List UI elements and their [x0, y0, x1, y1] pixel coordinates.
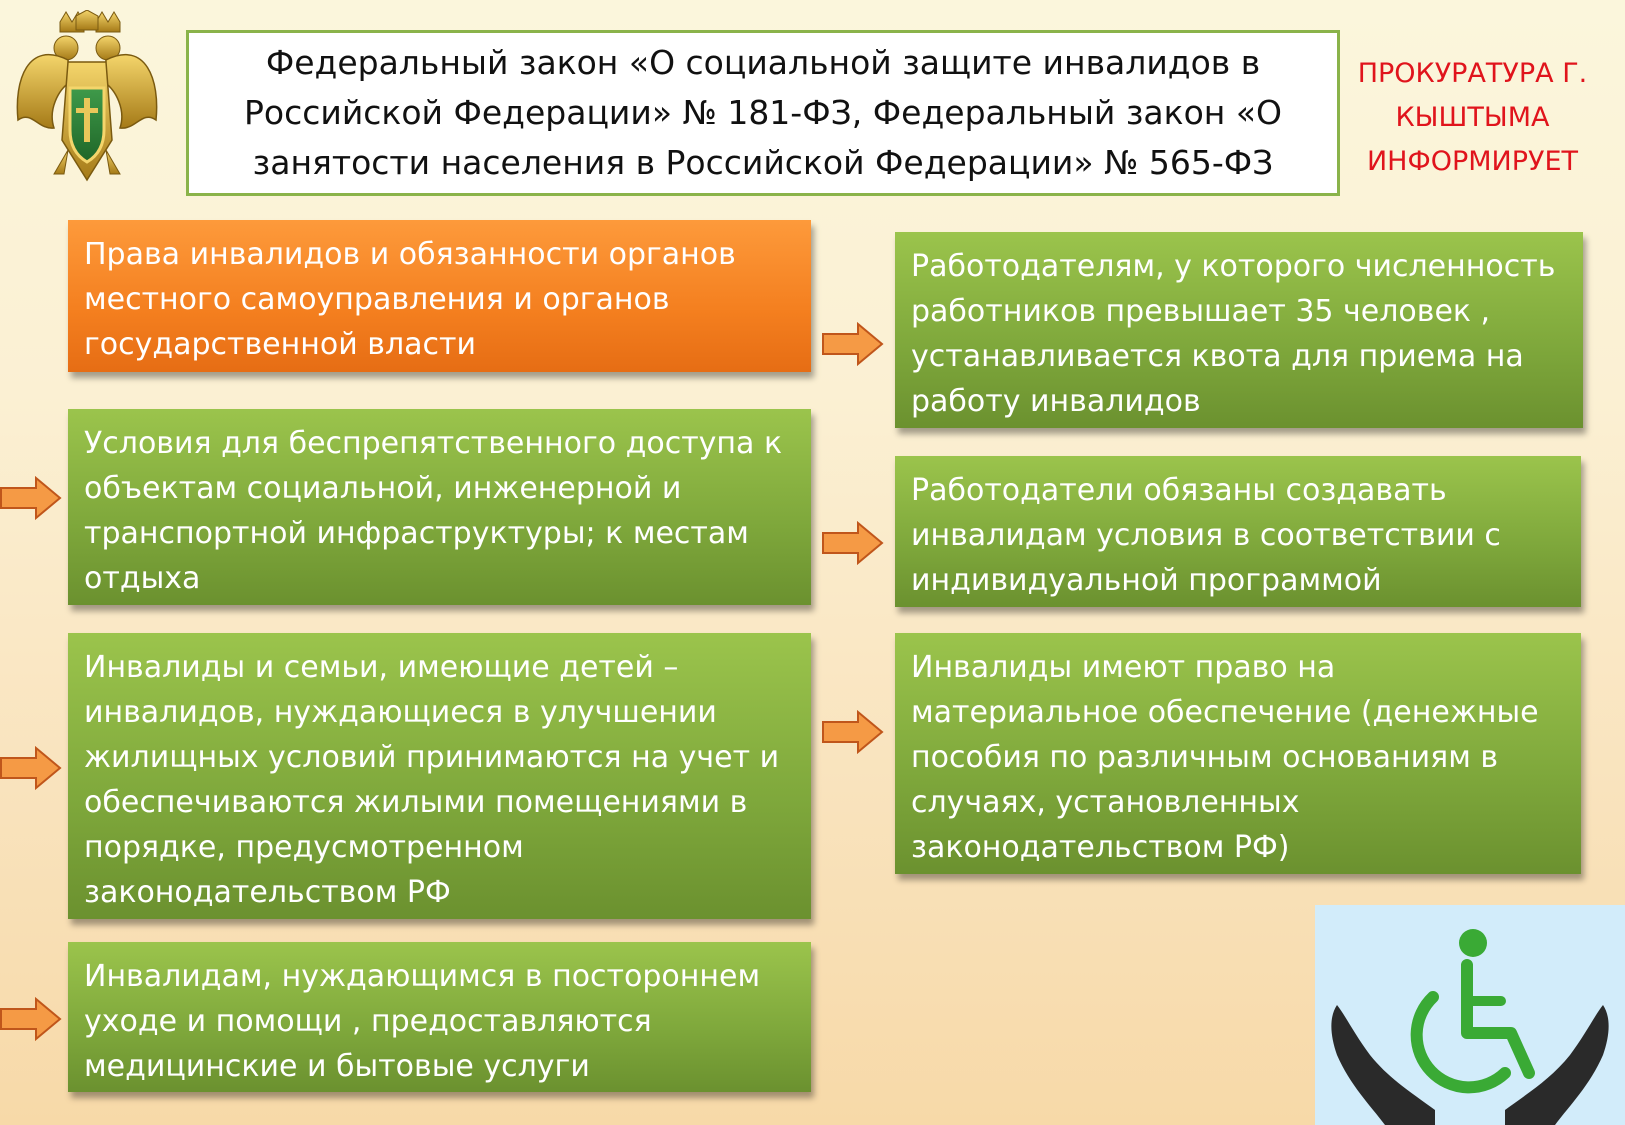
- card-text: Права инвалидов и обязанности органов местного самоуправления и органов государственной власти: [84, 237, 736, 362]
- prosecutor-line-1: ПРОКУРАТУРА Г.: [1357, 58, 1588, 89]
- card-medical-services: [68, 942, 811, 1092]
- card-housing: [68, 633, 811, 919]
- card-employer-obligations: [895, 456, 1581, 607]
- card-text: Работодатели обязаны создавать инвалидам условия в соответствии с индивидуальной программой: [911, 473, 1501, 598]
- prosecutor-line-2: КЫШТЫМА: [1395, 102, 1550, 133]
- card-text: Инвалиды имеют право на материальное обеспечение (денежные пособия по различным основаниям в случаях, установленных законодательством РФ): [911, 650, 1539, 865]
- page-title: [186, 30, 1340, 196]
- arrow-right-icon: [0, 746, 62, 790]
- card-text: Условия для беспрепятственного доступа к объектам социальной, инженерной и транспортной инфраструктуры; к местам отдыха: [84, 426, 783, 596]
- prosecutor-informs-label: [1340, 52, 1605, 184]
- card-employment-quota: [895, 232, 1583, 428]
- prosecutor-line-3: ИНФОРМИРУЕТ: [1366, 146, 1579, 177]
- arrow-right-icon: [822, 322, 884, 366]
- card-rights-authorities: [68, 220, 811, 372]
- card-text: Работодателям, у которого численность работников превышает 35 человек , устанавливается квота для приема на работу инвалидов: [911, 249, 1556, 419]
- header-title-text: Федеральный закон «О социальной защите инвалидов в Российской Федерации» № 181-ФЗ, Федеральный закон «О занятости населения в Российской Федерации» № 565-ФЗ: [244, 43, 1282, 182]
- arrow-right-icon: [0, 476, 62, 520]
- wheelchair-hands-icon: [1315, 905, 1625, 1125]
- prosecutor-emblem-icon: [8, 10, 166, 188]
- card-text: Инвалидам, нуждающимся в постороннем уходе и помощи , предоставляются медицинские и бытовые услуги: [84, 959, 761, 1084]
- arrow-right-icon: [822, 710, 884, 754]
- card-infrastructure-access: [68, 409, 811, 605]
- arrow-right-icon: [822, 521, 884, 565]
- arrow-right-icon: [0, 997, 62, 1041]
- card-material-support: [895, 633, 1581, 874]
- card-text: Инвалиды и семьи, имеющие детей – инвалидов, нуждающиеся в улучшении жилищных условий принимаются на учет и обеспечиваются жилыми помещениями в порядке, предусмотренном законодательством РФ: [84, 650, 780, 910]
